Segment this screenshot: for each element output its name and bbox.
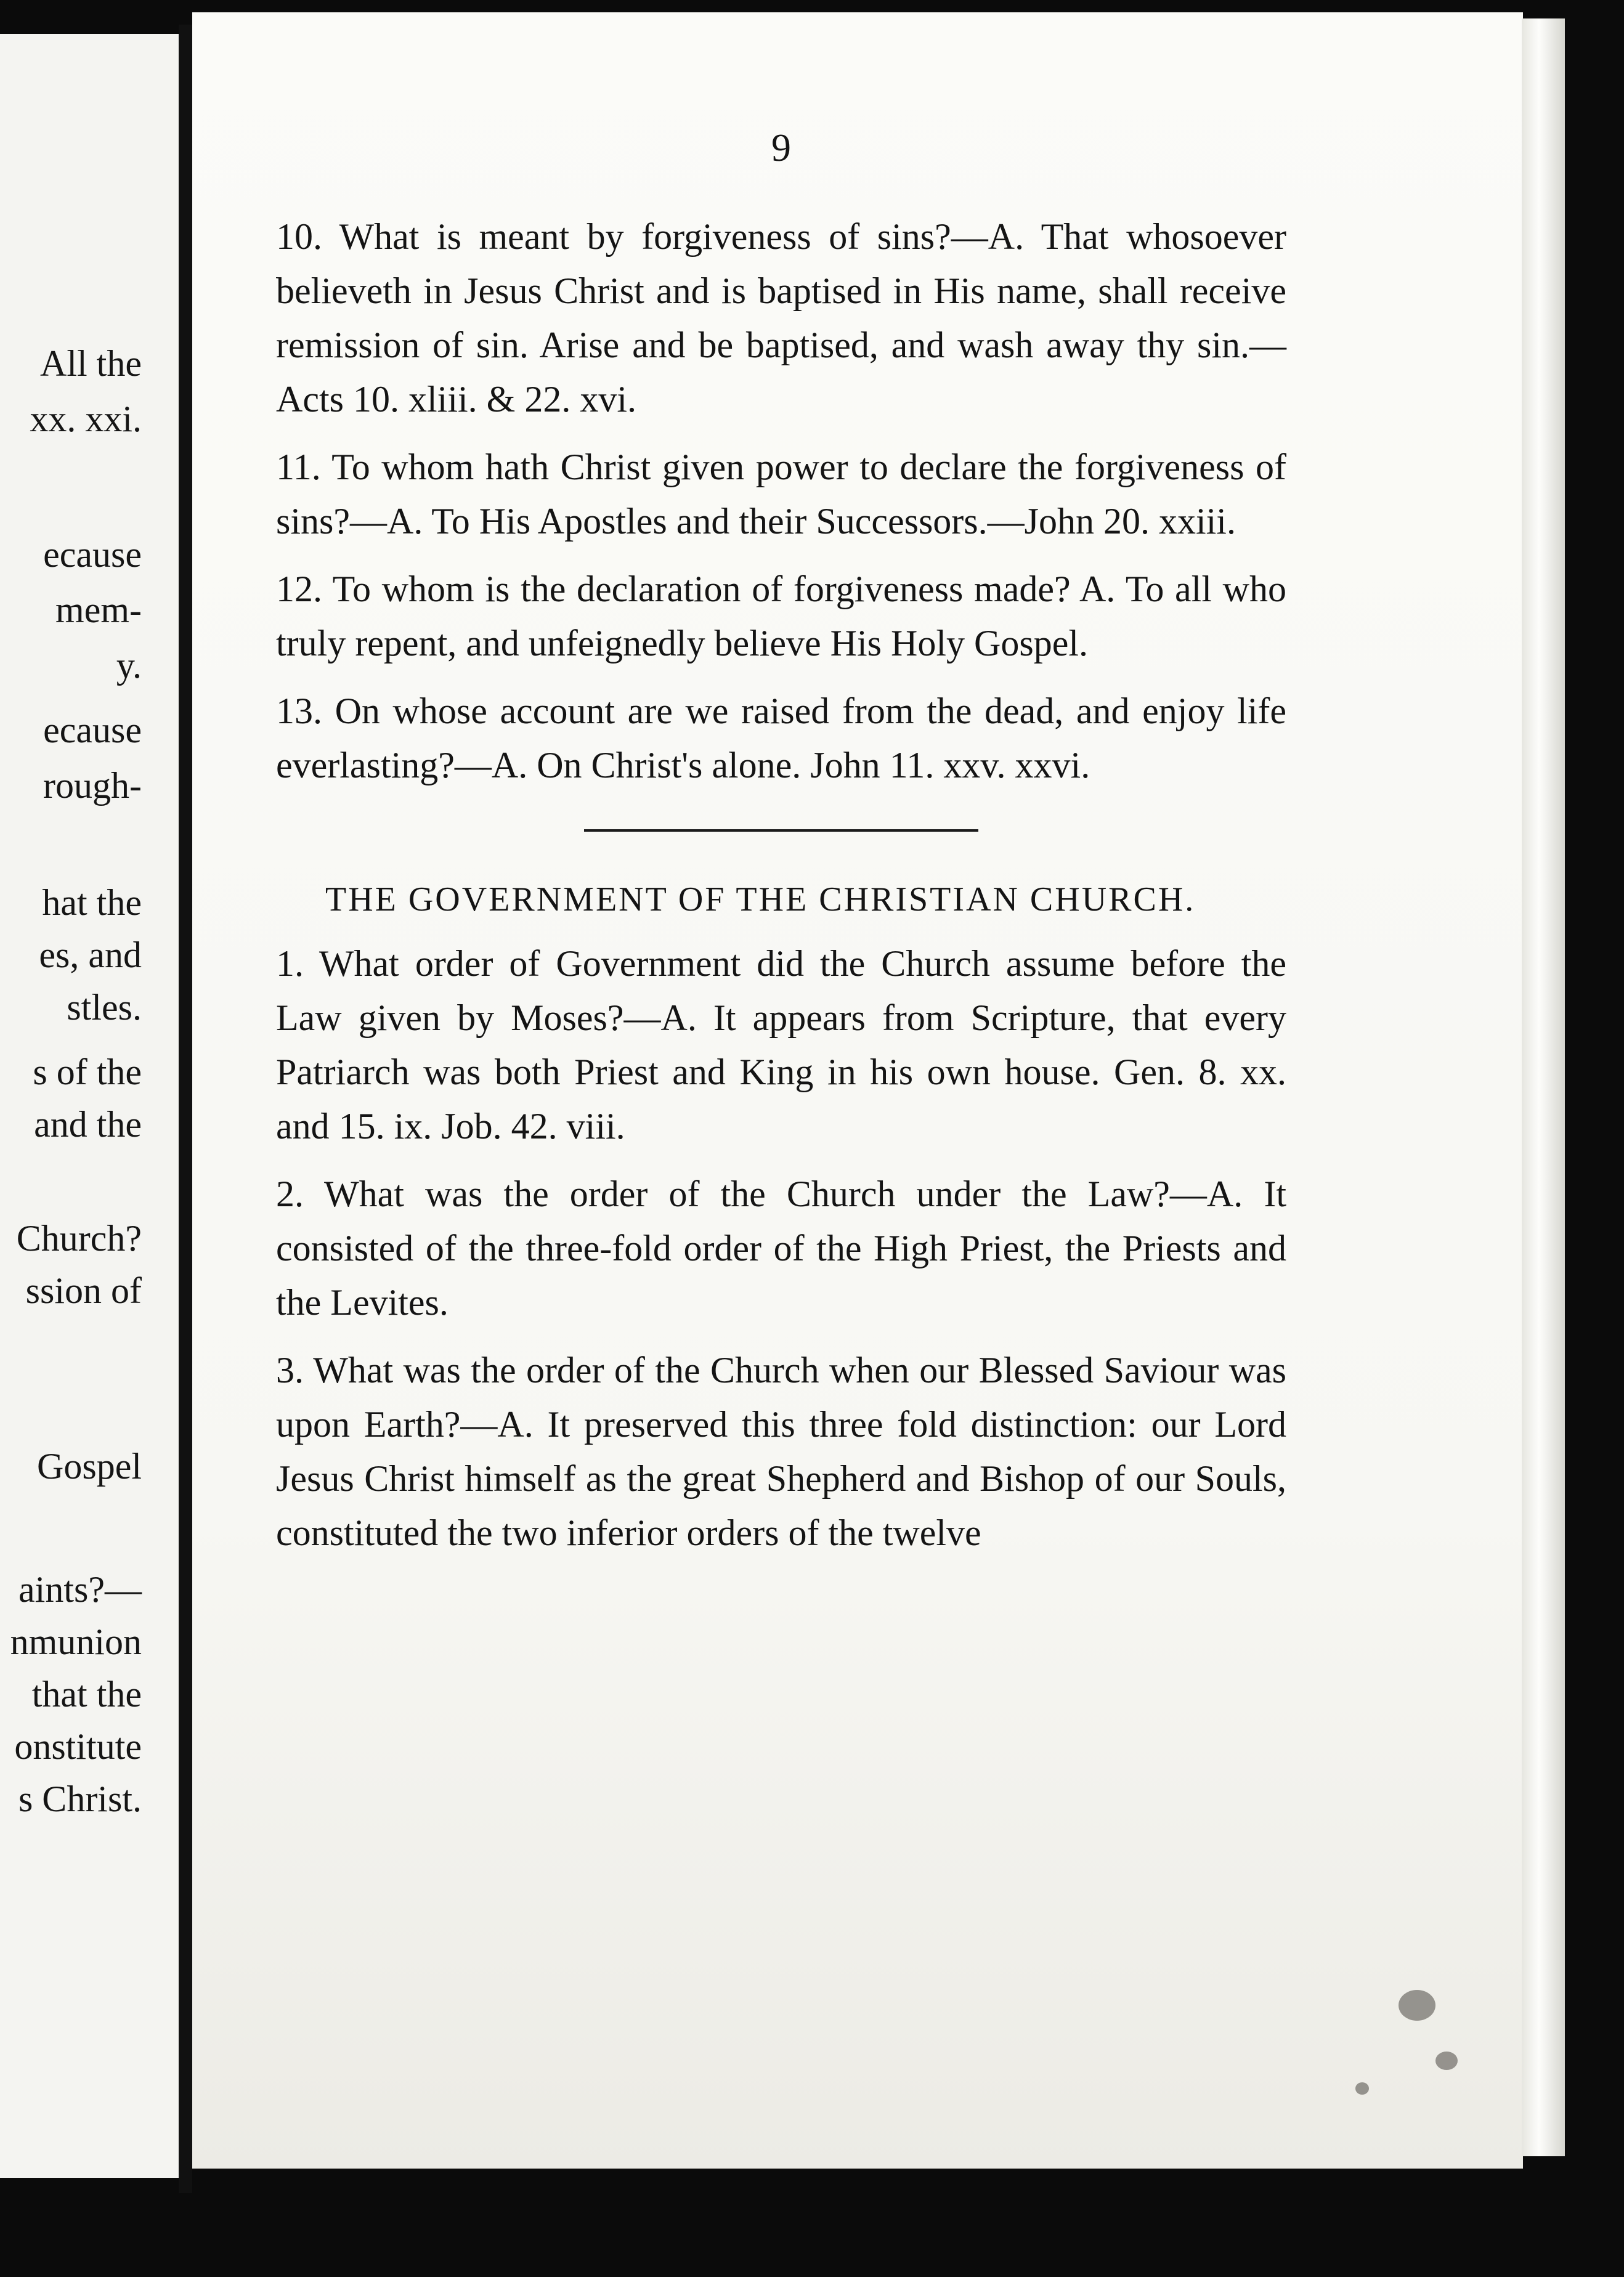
ink-stain bbox=[1399, 1990, 1435, 2021]
catechism-paragraph: 2. What was the order of the Church under the Law?—A. It consisted of the three-fold order of the High Priest, the Priests and the Levites. bbox=[276, 1174, 1286, 1323]
catechism-paragraph: 12. To whom is the declaration of forgiveness made? A. To all who truly repent, and unfeignedly believe His Holy Gospel. bbox=[276, 569, 1286, 664]
catechism-paragraph: 10. What is meant by forgiveness of sins?—A. That whosoever believeth in Jesus Christ and is baptised in His name, shall receive remission of sin. Arise and be baptised, and wash away thy sin.—Acts 10. xliii. & 22. xvi. bbox=[276, 216, 1286, 420]
left-fragment: ssion of bbox=[25, 1270, 142, 1311]
left-fragment: that the bbox=[31, 1674, 142, 1715]
left-fragment: aints?— bbox=[18, 1569, 142, 1610]
left-fragment: y. bbox=[116, 645, 142, 686]
ink-stain bbox=[1355, 2082, 1369, 2095]
left-fragment: xx. xxi. bbox=[30, 399, 142, 439]
ink-stain bbox=[1435, 2052, 1458, 2070]
page-number: 9 bbox=[771, 126, 791, 169]
left-fragment: stles. bbox=[67, 987, 142, 1028]
section-heading: THE GOVERNMENT OF THE CHRISTIAN CHURCH. bbox=[325, 880, 1196, 919]
page-text bbox=[276, 123, 1286, 1573]
catechism-paragraph: 11. To whom hath Christ given power to declare the forgiveness of sins?—A. To His Apostles and their Successors.—John 20. xxiii. bbox=[276, 447, 1286, 542]
catechism-paragraph: 3. What was the order of the Church when our Blessed Saviour was upon Earth?—A. It preserved this three fold distinction: our Lord Jesus Christ himself as the great Shepherd and Bishop of our Souls, constituted the two inferior orders of the twelve bbox=[276, 1350, 1286, 1553]
left-fragment: ecause bbox=[43, 710, 142, 750]
left-fragment: es, and bbox=[39, 935, 142, 975]
left-fragment: Church? bbox=[16, 1218, 142, 1259]
catechism-paragraph: 1. What order of Government did the Church assume before the Law given by Moses?—A. It appears from Scripture, that every Patriarch was both Priest and King in his own house. Gen. 8. xx. and 15. ix. Job. 42. viii. bbox=[276, 943, 1286, 1147]
left-fragment: hat the bbox=[42, 882, 142, 923]
left-fragment: s Christ. bbox=[18, 1779, 142, 1819]
left-fragment: nmunion bbox=[10, 1622, 142, 1662]
catechism-paragraph: 13. On whose account are we raised from the dead, and enjoy life everlasting?—A. On Christ's alone. John 11. xxv. xxvi. bbox=[276, 691, 1286, 785]
page-edge bbox=[1522, 18, 1565, 2156]
left-fragment: rough- bbox=[43, 765, 142, 806]
section-divider bbox=[584, 829, 978, 832]
left-fragment: s of the bbox=[33, 1052, 142, 1092]
left-page bbox=[0, 34, 185, 2178]
left-fragment: Gospel bbox=[37, 1446, 142, 1487]
left-fragment: All the bbox=[40, 343, 142, 384]
left-fragment: ecause bbox=[43, 534, 142, 575]
left-fragment: and the bbox=[34, 1104, 142, 1145]
left-fragment: mem- bbox=[55, 590, 142, 630]
book-gutter bbox=[179, 25, 192, 2193]
left-fragment: onstitute bbox=[14, 1726, 142, 1767]
